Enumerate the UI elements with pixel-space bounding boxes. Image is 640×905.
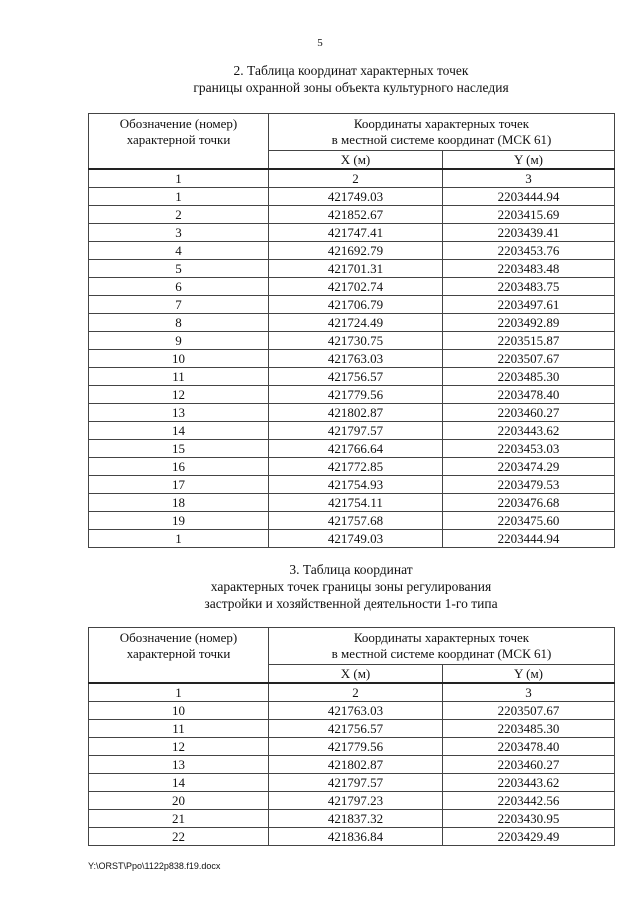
coords-header-line2: в местной системе координат (МСК 61)	[331, 646, 552, 661]
table2-header-row	[89, 114, 615, 151]
x-coordinate-cell: 421852.67	[269, 206, 443, 224]
table-row	[89, 296, 615, 314]
point-header-line2: характерной точки	[126, 646, 231, 661]
table3-caption-line3: застройки и хозяйственной деятельности 1-го типа	[204, 596, 498, 611]
y-coordinate-cell: 2203429.49	[443, 828, 615, 846]
y-coordinate-cell: 2203460.27	[443, 756, 615, 774]
x-coordinate-cell: 421747.41	[269, 224, 443, 242]
x-coordinate-cell: 421749.03	[269, 530, 443, 548]
table-row	[89, 260, 615, 278]
table-row	[89, 314, 615, 332]
column-number-1: 1	[89, 683, 269, 702]
table3-caption-line1: 3. Таблица координат	[289, 562, 413, 577]
table2	[88, 113, 615, 548]
x-coordinate-cell: 421766.64	[269, 440, 443, 458]
point-cell: 1	[89, 530, 269, 548]
point-cell: 3	[89, 224, 269, 242]
table-row	[89, 720, 615, 738]
table-row	[89, 386, 615, 404]
point-column-header	[89, 114, 269, 170]
table-row	[89, 494, 615, 512]
point-cell: 13	[89, 756, 269, 774]
point-cell: 16	[89, 458, 269, 476]
table-row	[89, 828, 615, 846]
table-row	[89, 792, 615, 810]
point-cell: 6	[89, 278, 269, 296]
point-cell: 20	[89, 792, 269, 810]
x-column-header: X (м)	[269, 665, 443, 684]
point-cell: 4	[89, 242, 269, 260]
table-row	[89, 530, 615, 548]
x-coordinate-cell: 421701.31	[269, 260, 443, 278]
x-coordinate-cell: 421797.57	[269, 422, 443, 440]
y-coordinate-cell: 2203442.56	[443, 792, 615, 810]
column-number-3: 3	[443, 683, 615, 702]
table-row	[89, 458, 615, 476]
y-column-header: Y (м)	[443, 151, 615, 170]
y-coordinate-cell: 2203485.30	[443, 368, 615, 386]
x-coordinate-cell: 421756.57	[269, 368, 443, 386]
point-cell: 14	[89, 774, 269, 792]
table2-body	[89, 114, 615, 548]
point-cell: 9	[89, 332, 269, 350]
point-cell: 11	[89, 720, 269, 738]
table-row	[89, 224, 615, 242]
x-coordinate-cell: 421757.68	[269, 512, 443, 530]
y-coordinate-cell: 2203479.53	[443, 476, 615, 494]
point-cell: 2	[89, 206, 269, 224]
x-coordinate-cell: 421692.79	[269, 242, 443, 260]
table-row	[89, 774, 615, 792]
x-coordinate-cell: 421763.03	[269, 350, 443, 368]
x-coordinate-cell: 421749.03	[269, 188, 443, 206]
table3-header-row	[89, 628, 615, 665]
point-cell: 10	[89, 350, 269, 368]
table3-caption	[88, 561, 614, 612]
table-row	[89, 188, 615, 206]
x-coordinate-cell: 421802.87	[269, 404, 443, 422]
y-coordinate-cell: 2203483.48	[443, 260, 615, 278]
y-coordinate-cell: 2203478.40	[443, 738, 615, 756]
y-column-header: Y (м)	[443, 665, 615, 684]
y-coordinate-cell: 2203492.89	[443, 314, 615, 332]
table3-body	[89, 628, 615, 846]
table-row	[89, 206, 615, 224]
x-column-header: X (м)	[269, 151, 443, 170]
coords-header-line1: Координаты характерных точек	[353, 630, 530, 645]
x-coordinate-cell: 421802.87	[269, 756, 443, 774]
x-coordinate-cell: 421837.32	[269, 810, 443, 828]
x-coordinate-cell: 421763.03	[269, 702, 443, 720]
point-cell: 19	[89, 512, 269, 530]
y-coordinate-cell: 2203453.03	[443, 440, 615, 458]
column-number-2: 2	[269, 169, 443, 188]
column-number-2: 2	[269, 683, 443, 702]
table-row	[89, 738, 615, 756]
coords-header-line1: Координаты характерных точек	[353, 116, 530, 131]
y-coordinate-cell: 2203485.30	[443, 720, 615, 738]
page-number: 5	[317, 37, 323, 49]
point-column-header	[89, 628, 269, 684]
table-row	[89, 350, 615, 368]
point-cell: 15	[89, 440, 269, 458]
point-header-line2: характерной точки	[126, 132, 231, 147]
table-row	[89, 332, 615, 350]
table-row	[89, 810, 615, 828]
point-cell: 22	[89, 828, 269, 846]
table3	[88, 627, 615, 846]
table3-caption-line2: характерных точек границы зоны регулирования	[210, 579, 492, 594]
coords-column-header	[269, 628, 615, 665]
y-coordinate-cell: 2203507.67	[443, 702, 615, 720]
table-row	[89, 702, 615, 720]
y-coordinate-cell: 2203439.41	[443, 224, 615, 242]
x-coordinate-cell: 421730.75	[269, 332, 443, 350]
y-coordinate-cell: 2203507.67	[443, 350, 615, 368]
x-coordinate-cell: 421836.84	[269, 828, 443, 846]
table2-column-numbers-row	[89, 169, 615, 188]
table-row	[89, 242, 615, 260]
table-row	[89, 368, 615, 386]
y-coordinate-cell: 2203430.95	[443, 810, 615, 828]
y-coordinate-cell: 2203475.60	[443, 512, 615, 530]
x-coordinate-cell: 421779.56	[269, 738, 443, 756]
table-row	[89, 756, 615, 774]
table-row	[89, 278, 615, 296]
x-coordinate-cell: 421772.85	[269, 458, 443, 476]
point-cell: 17	[89, 476, 269, 494]
y-coordinate-cell: 2203443.62	[443, 774, 615, 792]
table2-caption	[88, 62, 614, 96]
y-coordinate-cell: 2203478.40	[443, 386, 615, 404]
y-coordinate-cell: 2203460.27	[443, 404, 615, 422]
y-coordinate-cell: 2203474.29	[443, 458, 615, 476]
y-coordinate-cell: 2203444.94	[443, 188, 615, 206]
point-cell: 7	[89, 296, 269, 314]
point-header-line1: Обозначение (номер)	[119, 630, 238, 645]
y-coordinate-cell: 2203444.94	[443, 530, 615, 548]
table-row	[89, 422, 615, 440]
point-cell: 13	[89, 404, 269, 422]
point-cell: 21	[89, 810, 269, 828]
table-row	[89, 404, 615, 422]
coords-header-line2: в местной системе координат (МСК 61)	[331, 132, 552, 147]
table3-column-numbers-row	[89, 683, 615, 702]
x-coordinate-cell: 421797.57	[269, 774, 443, 792]
x-coordinate-cell: 421797.23	[269, 792, 443, 810]
point-cell: 8	[89, 314, 269, 332]
coords-column-header	[269, 114, 615, 151]
y-coordinate-cell: 2203443.62	[443, 422, 615, 440]
table-row	[89, 476, 615, 494]
column-number-3: 3	[443, 169, 615, 188]
table2-caption-line1: 2. Таблица координат характерных точек	[233, 63, 469, 78]
point-cell: 12	[89, 386, 269, 404]
y-coordinate-cell: 2203483.75	[443, 278, 615, 296]
point-cell: 1	[89, 188, 269, 206]
y-coordinate-cell: 2203476.68	[443, 494, 615, 512]
point-cell: 5	[89, 260, 269, 278]
point-cell: 12	[89, 738, 269, 756]
y-coordinate-cell: 2203415.69	[443, 206, 615, 224]
point-cell: 18	[89, 494, 269, 512]
y-coordinate-cell: 2203497.61	[443, 296, 615, 314]
x-coordinate-cell: 421754.11	[269, 494, 443, 512]
point-cell: 11	[89, 368, 269, 386]
point-cell: 10	[89, 702, 269, 720]
table-row	[89, 440, 615, 458]
y-coordinate-cell: 2203515.87	[443, 332, 615, 350]
x-coordinate-cell: 421702.74	[269, 278, 443, 296]
x-coordinate-cell: 421779.56	[269, 386, 443, 404]
x-coordinate-cell: 421706.79	[269, 296, 443, 314]
x-coordinate-cell: 421756.57	[269, 720, 443, 738]
point-header-line1: Обозначение (номер)	[119, 116, 238, 131]
point-cell: 14	[89, 422, 269, 440]
file-path-footer: Y:\ORST\Ppo\1122p838.f19.docx	[88, 861, 221, 871]
column-number-1: 1	[89, 169, 269, 188]
y-coordinate-cell: 2203453.76	[443, 242, 615, 260]
x-coordinate-cell: 421724.49	[269, 314, 443, 332]
table-row	[89, 512, 615, 530]
table2-caption-line2: границы охранной зоны объекта культурного наследия	[193, 80, 509, 95]
x-coordinate-cell: 421754.93	[269, 476, 443, 494]
